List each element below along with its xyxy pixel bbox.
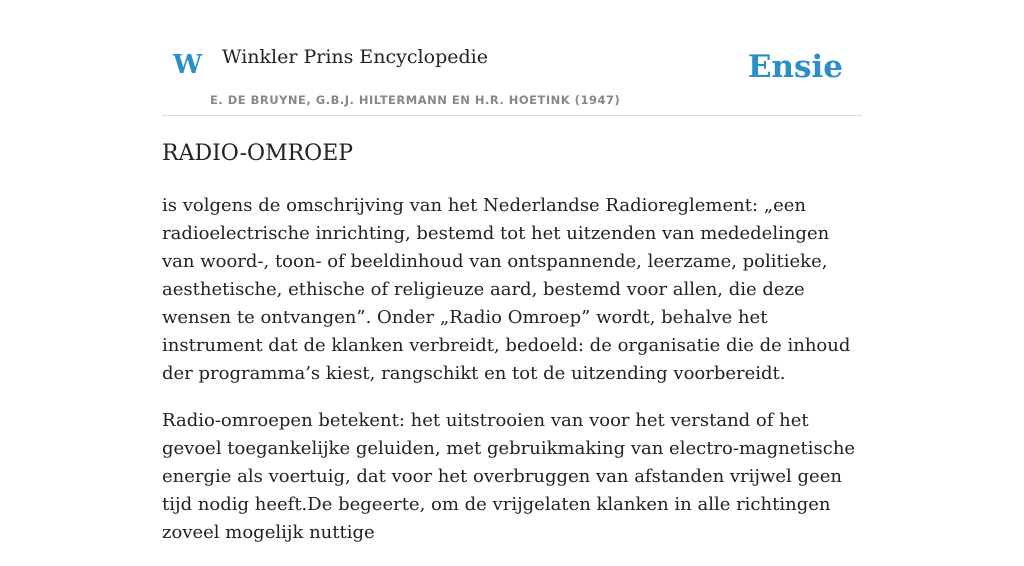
article-paragraph-1: is volgens de omschrijving van het Nederlandse Radioreglement: „een radioelectrische inrichting, bestemd tot het uitzenden van mededelingen van woord-, toon- of beeldinhoud van ontspannende, leerzame, politieke, aesthetische, ethische of religieuze aard, bestemd voor allen, die deze wensen te ontvangen”. Onder „Radio Omroep” wordt, behalve het instrument dat de klanken verbreidt, bedoeld: de organisatie die de inhoud der programma’s kiest, rangschikt en tot de uitzending voorbereidt. — [162, 195, 851, 384]
article-body — [162, 192, 862, 566]
work-title[interactable]: Winkler Prins Encyclopedie — [222, 46, 488, 68]
site-header — [162, 0, 862, 116]
winkler-prins-logo-icon[interactable]: W — [173, 50, 203, 80]
article-paragraph-2: Radio-omroepen betekent: het uitstrooien van voor het verstand of het gevoel toegankelijke geluiden, met gebruikmaking van electro-magnetische energie als voertuig, dat voor het overbruggen van afstanden vrijwel geen tijd nodig heeft.De begeerte, om de vrijgelaten klanken in alle richtingen zoveel mogelijk nuttige — [162, 410, 856, 543]
ensie-brand-link[interactable]: Ensie — [747, 49, 843, 85]
work-authors: E. DE BRUYNE, G.B.J. HILTERMANN EN H.R. HOETINK (1947) — [210, 93, 621, 107]
article-title: RADIO-OMROEP — [162, 141, 354, 166]
page-container — [162, 0, 862, 543]
